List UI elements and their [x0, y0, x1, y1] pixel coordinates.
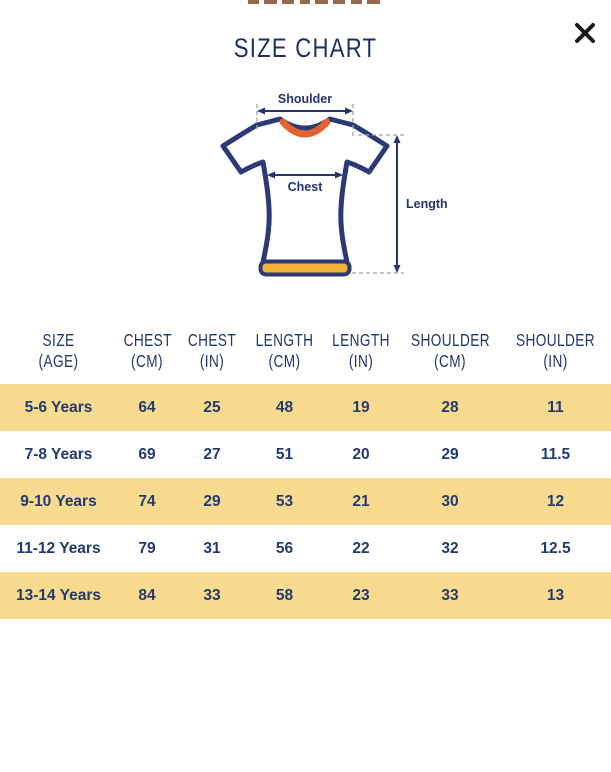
cell-length-in: 19	[352, 398, 370, 416]
cell-shoulder-cm: 32	[441, 539, 459, 557]
cell-length-cm: 48	[275, 398, 294, 416]
page-title: SIZE CHART	[233, 33, 378, 63]
cell-length-cm: 51	[275, 445, 294, 463]
col-header-shoulder-cm: SHOULDER (CM)	[411, 330, 490, 371]
cell-length-cm: 53	[275, 492, 294, 510]
tshirt-measurement-diagram	[200, 85, 450, 295]
cell-shoulder-cm: 33	[441, 586, 459, 604]
close-icon	[572, 20, 598, 46]
cell-chest-cm: 64	[138, 398, 156, 416]
cell-size-age: 9-10 Years	[20, 492, 97, 510]
table-row	[0, 525, 611, 572]
cell-shoulder-in: 11.5	[540, 445, 571, 463]
chest-label: Chest	[287, 180, 323, 194]
length-label: Length	[406, 197, 448, 211]
cell-length-cm: 58	[275, 586, 294, 604]
cell-chest-in: 25	[203, 398, 221, 416]
cell-size-age: 7-8 Years	[24, 445, 93, 463]
cell-chest-cm: 69	[138, 445, 156, 463]
cell-length-in: 22	[352, 539, 370, 557]
cell-chest-in: 31	[203, 539, 221, 557]
cell-shoulder-in: 12	[546, 492, 565, 510]
cell-chest-cm: 84	[138, 586, 156, 604]
cell-size-age: 5-6 Years	[24, 398, 93, 416]
cell-length-in: 23	[352, 586, 370, 604]
cell-chest-in: 27	[203, 445, 221, 463]
cell-chest-in: 33	[203, 586, 221, 604]
cutoff-logo-fragment	[248, 0, 380, 4]
close-button[interactable]	[569, 18, 601, 50]
col-header-length-in: LENGTH (IN)	[332, 330, 390, 371]
table-header-row	[0, 316, 611, 384]
table-row	[0, 384, 611, 431]
modal-header	[0, 33, 611, 64]
col-header-chest-cm: CHEST (CM)	[123, 330, 172, 371]
shoulder-label: Shoulder	[277, 92, 333, 106]
cell-length-in: 20	[352, 445, 370, 463]
col-header-length-cm: LENGTH (CM)	[255, 330, 314, 371]
hem-accent	[261, 262, 350, 275]
cell-shoulder-cm: 29	[441, 445, 459, 463]
cell-size-age: 13-14 Years	[15, 586, 102, 604]
cell-shoulder-in: 13	[546, 586, 565, 604]
col-header-size-age: SIZE (AGE)	[38, 330, 79, 371]
cell-shoulder-in: 11	[547, 398, 564, 416]
cell-chest-in: 29	[203, 492, 221, 510]
table-row	[0, 572, 611, 619]
size-chart-table	[0, 316, 611, 619]
cell-chest-cm: 74	[138, 492, 156, 510]
table-row	[0, 431, 611, 478]
cell-size-age: 11-12 Years	[16, 539, 101, 557]
col-header-chest-in: CHEST (IN)	[187, 330, 237, 371]
table-row	[0, 478, 611, 525]
cell-shoulder-in: 12.5	[540, 539, 571, 557]
cell-length-cm: 56	[275, 539, 294, 557]
col-header-shoulder-in: SHOULDER (IN)	[516, 330, 595, 371]
cell-chest-cm: 79	[138, 539, 156, 557]
cell-shoulder-cm: 30	[441, 492, 459, 510]
cell-length-in: 21	[352, 492, 370, 510]
cell-shoulder-cm: 28	[441, 398, 459, 416]
